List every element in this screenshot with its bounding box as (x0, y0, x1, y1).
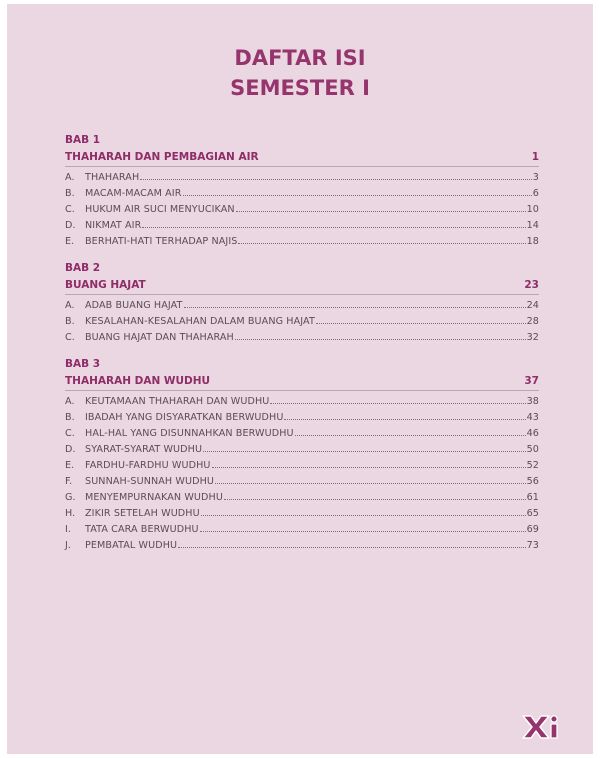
entry-page-number: 10 (526, 204, 539, 215)
entry-title: HAL-HAL YANG DISUNNAHKAN BERWUDHU (85, 428, 294, 439)
toc-entry (65, 218, 539, 234)
entry-title: PEMBATAL WUDHU (85, 540, 178, 551)
toc-entry (65, 202, 539, 218)
entry-letter: E. (65, 236, 75, 247)
entry-title: ZIKIR SETELAH WUDHU (85, 508, 200, 519)
entry-letter: G. (65, 492, 76, 503)
toc-entry (65, 330, 539, 346)
toc-entry (65, 410, 539, 426)
entry-letter: J. (65, 540, 72, 551)
entry-page-number: 69 (526, 524, 539, 535)
xi-logo-icon (520, 712, 560, 742)
entry-title: SYARAT-SYARAT WUDHU (85, 444, 203, 455)
entry-title: BERHATI-HATI TERHADAP NAJIS (85, 236, 238, 247)
dot-leader (215, 483, 526, 484)
entry-title: IBADAH YANG DISYARATKAN BERWUDHU (85, 412, 284, 423)
entry-title: MACAM-MACAM AIR (85, 188, 182, 199)
entry-title: FARDHU-FARDHU WUDHU (85, 460, 211, 471)
dot-leader (142, 227, 525, 228)
chapter-label: BAB 2 (65, 262, 101, 274)
dot-leader (295, 435, 526, 436)
entry-page-number: 18 (526, 236, 539, 247)
entry-letter: I. (65, 524, 72, 535)
entry-page-number: 32 (526, 332, 539, 343)
entry-page-number: 28 (526, 316, 539, 327)
entry-page-number: 73 (526, 540, 539, 551)
toc-entry (65, 522, 539, 538)
dot-leader (316, 323, 526, 324)
chapter-section (65, 356, 539, 554)
chapter-title: BUANG HAJAT (65, 279, 146, 291)
dot-leader (236, 211, 526, 212)
dot-leader (183, 195, 532, 196)
dot-leader (238, 243, 525, 244)
document-page (7, 4, 593, 754)
chapter-heading (65, 372, 539, 391)
entry-page-number: 65 (526, 508, 539, 519)
entry-letter: C. (65, 204, 75, 215)
entry-title: NIKMAT AIR (85, 220, 142, 231)
chapter-page-number: 1 (531, 151, 539, 163)
entry-letter: D. (65, 444, 76, 455)
entry-page-number: 14 (526, 220, 539, 231)
toc-entry (65, 506, 539, 522)
entry-title: HUKUM AIR SUCI MENYUCIKAN (85, 204, 235, 215)
dot-leader (178, 547, 525, 548)
entry-page-number: 24 (526, 300, 539, 311)
dot-leader (224, 499, 526, 500)
toc-entry (65, 458, 539, 474)
entry-letter: B. (65, 412, 75, 423)
entry-title: ADAB BUANG HAJAT (85, 300, 183, 311)
entry-page-number: 56 (526, 476, 539, 487)
toc-entry (65, 474, 539, 490)
toc-entry (65, 538, 539, 554)
entry-letter: C. (65, 428, 75, 439)
chapter-heading (65, 276, 539, 295)
chapter-title: THAHARAH DAN PEMBAGIAN AIR (65, 151, 259, 163)
chapter-page-number: 37 (524, 375, 539, 387)
entry-letter: A. (65, 396, 75, 407)
entry-page-number: 43 (526, 412, 539, 423)
entry-title: TATA CARA BERWUDHU (85, 524, 199, 535)
toc-entry (65, 442, 539, 458)
dot-leader (201, 515, 526, 516)
page-subtitle: SEMESTER I (230, 76, 370, 100)
chapter-page-number: 23 (524, 279, 539, 291)
entry-title: KESALAHAN-KESALAHAN DALAM BUANG HAJAT (85, 316, 315, 327)
entry-page-number: 3 (532, 172, 539, 183)
dot-leader (200, 531, 526, 532)
dot-leader (235, 339, 526, 340)
chapter-heading (65, 148, 539, 167)
entry-title: KEUTAMAAN THAHARAH DAN WUDHU (85, 396, 270, 407)
toc-entry (65, 394, 539, 410)
toc-entry (65, 234, 539, 250)
chapter-label: BAB 3 (65, 358, 101, 370)
page-title: DAFTAR ISI (234, 46, 366, 70)
toc-entry (65, 298, 539, 314)
toc-entry (65, 426, 539, 442)
toc-entry (65, 490, 539, 506)
entry-letter: A. (65, 300, 75, 311)
dot-leader (270, 403, 525, 404)
chapter-title: THAHARAH DAN WUDHU (65, 375, 211, 387)
entry-page-number: 46 (526, 428, 539, 439)
entry-letter: A. (65, 172, 75, 183)
entry-letter: H. (65, 508, 76, 519)
dot-leader (203, 451, 525, 452)
chapter-section (65, 132, 539, 250)
entry-page-number: 52 (526, 460, 539, 471)
entry-letter: F. (65, 476, 73, 487)
table-of-contents (65, 132, 539, 564)
entry-page-number: 61 (526, 492, 539, 503)
entry-letter: B. (65, 316, 75, 327)
entry-title: THAHARAH (85, 172, 140, 183)
dot-leader (284, 419, 525, 420)
entry-letter: E. (65, 460, 75, 471)
toc-entry (65, 314, 539, 330)
chapter-label: BAB 1 (65, 134, 101, 146)
chapter-section (65, 260, 539, 346)
entry-title: MENYEMPURNAKAN WUDHU (85, 492, 223, 503)
entry-title: SUNNAH-SUNNAH WUDHU (85, 476, 215, 487)
entry-page-number: 38 (526, 396, 539, 407)
entry-page-number: 50 (526, 444, 539, 455)
toc-entry (65, 170, 539, 186)
dot-leader (212, 467, 526, 468)
dot-leader (140, 179, 532, 180)
entry-title: BUANG HAJAT DAN THAHARAH (85, 332, 234, 343)
dot-leader (184, 307, 526, 308)
entry-page-number: 6 (532, 188, 539, 199)
entry-letter: D. (65, 220, 76, 231)
entry-letter: B. (65, 188, 75, 199)
entry-letter: C. (65, 332, 75, 343)
toc-entry (65, 186, 539, 202)
